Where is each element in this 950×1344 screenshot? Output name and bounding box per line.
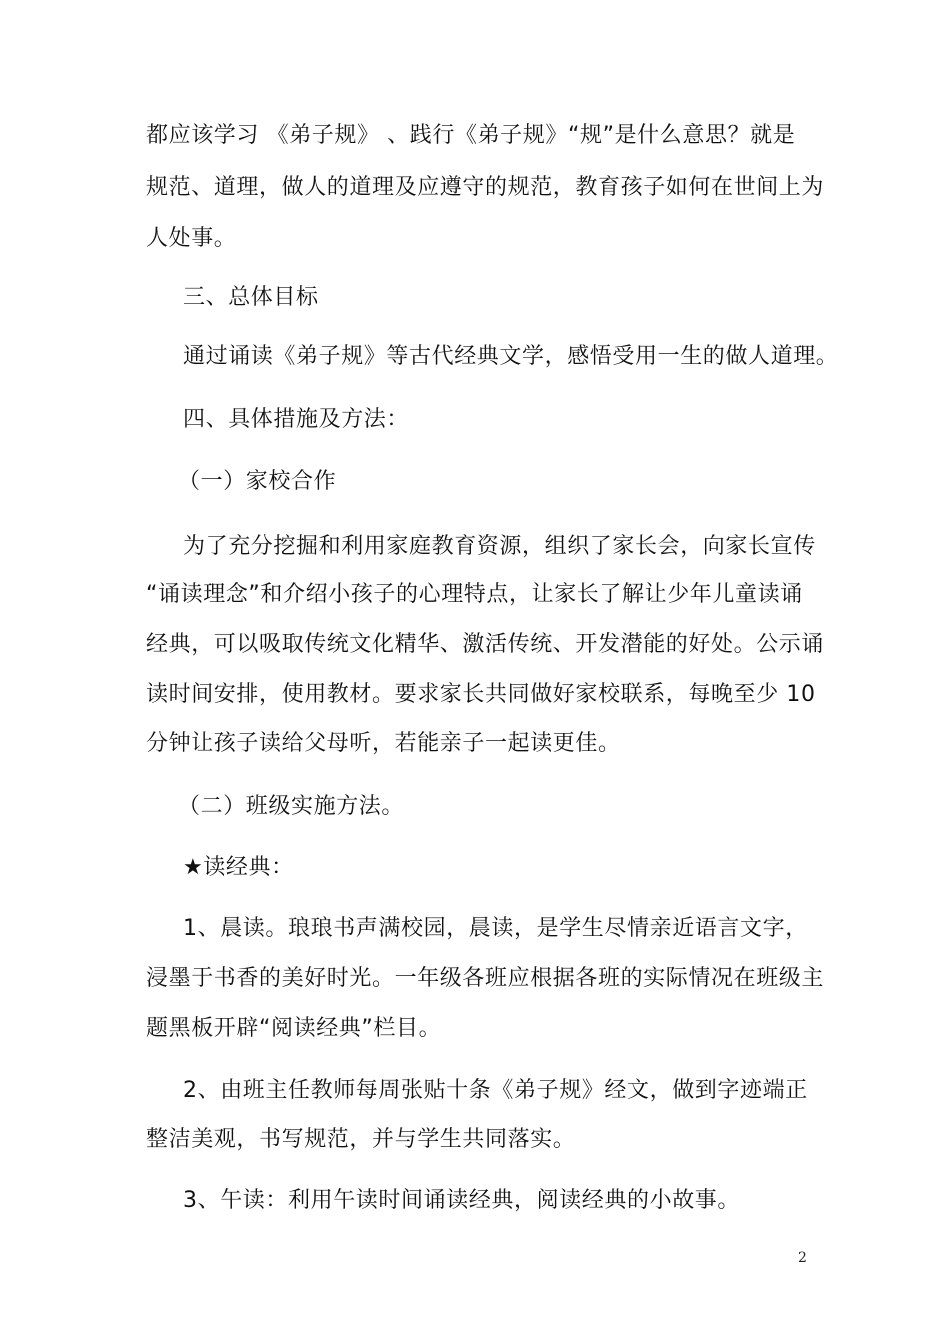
star-heading: ★读经典： [183, 855, 294, 880]
subsection-heading: （二）班级实施方法。 [178, 794, 405, 819]
paragraph-line: “诵读理念”和介绍小孩子的心理特点，让家长了解让少年儿童读诵 [146, 582, 803, 607]
list-item-line: 题黑板开辟“阅读经典”栏目。 [146, 1016, 442, 1041]
paragraph-line: 经典，可以吸取传统文化精华、激活传统、开发潜能的好处。公示诵 [146, 632, 825, 657]
paragraph-line: 分钟让孩子读给父母听，若能亲子一起读更佳。 [146, 731, 621, 756]
page-number: 2 [798, 1250, 807, 1266]
list-item-line: 浸墨于书香的美好时光。一年级各班应根据各班的实际情况在班级主 [146, 966, 825, 991]
list-item-line: 整洁美观，书写规范，并与学生共同落实。 [146, 1127, 576, 1152]
paragraph-line: 都应该学习 《弟子规》 、践行《弟子规》“规”是什么意思？就是 [146, 123, 796, 148]
list-item-line: 2、由班主任教师每周张贴十条《弟子规》经文，做到字迹端正 [183, 1078, 808, 1103]
paragraph-line: 人处事。 [146, 226, 237, 251]
paragraph-line: 为了充分挖掘和利用家庭教育资源，组织了家长会，向家长宣传 [183, 534, 816, 559]
paragraph-line: 读时间安排，使用教材。要求家长共同做好家校联系，每晚至少 10 [146, 682, 816, 707]
paragraph-line: 通过诵读《弟子规》等古代经典文学，感悟受用一生的做人道理。 [183, 344, 839, 369]
subsection-heading: （一）家校合作 [178, 469, 337, 494]
section-heading: 四、具体措施及方法： [183, 407, 410, 432]
list-item-line: 1、晨读。琅琅书声满校园，晨读，是学生尽情亲近语言文字， [183, 916, 808, 941]
section-heading: 三、总体目标 [183, 285, 319, 310]
list-item-line: 3、午读：利用午读时间诵读经典，阅读经典的小故事。 [183, 1188, 740, 1213]
paragraph-line: 规范、道理，做人的道理及应遵守的规范，教育孩子如何在世间上为 [146, 175, 825, 200]
